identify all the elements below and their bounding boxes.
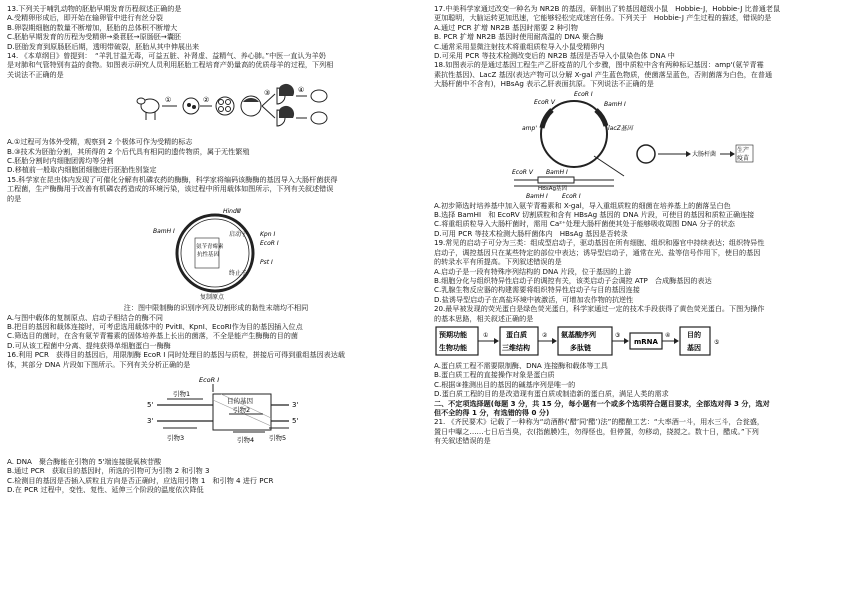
primer-3-label: 引物3 bbox=[167, 433, 185, 442]
q20-stem-line1: 20.最早被发现的荧光蛋白是绿色荧光蛋白，科学家通过一定的技术手段获得了黄色荧光蛋白。下图为操作 bbox=[434, 304, 765, 314]
q16-stem-line2: 体，其部分 DNA 片段如下图所示。下列有关分析正确的是 bbox=[7, 359, 191, 369]
question-13 bbox=[7, 4, 425, 51]
ecorv-site-fragment: EcoR V bbox=[512, 168, 533, 176]
vaccine-label: 疫苗 bbox=[737, 154, 750, 162]
embryo-process-diagram bbox=[7, 80, 425, 136]
q19-stem-line3: 的转录水平有所提高。下列叙述错误的是 bbox=[434, 257, 562, 267]
q17-option-d: D.可采用 PCR 等技术检测改变后的 NR2B 基因是否导入小鼠染色体 DNA 中 bbox=[434, 51, 675, 61]
q17-option-c: C.通常采用显微注射技术将重组质粒导入小鼠受精卵内 bbox=[434, 41, 605, 51]
hepatitis-vaccine-diagram bbox=[434, 90, 854, 200]
bamhi-site-label: BamH I bbox=[153, 228, 175, 236]
protein-engineering-flow bbox=[434, 324, 854, 360]
box-amino-acid-sequence: 氨基酸序列 bbox=[561, 330, 596, 339]
q13-stem: 13.下列关于哺乳动物的胚胎早期发育历程叙述正确的是 bbox=[7, 4, 182, 13]
question-16 bbox=[7, 350, 425, 494]
question-18 bbox=[434, 60, 854, 238]
q16-option-c: C.检测目的基因是否插入质粒且方向是否正确时，应选用引物 1 和引物 4 进行 PCR bbox=[7, 475, 274, 485]
q14-option-c: C.胚胎分割时内细胞团需均等分割 bbox=[7, 156, 114, 166]
q13-option-b: B.卵裂期细胞的数量不断增加，胚胎的总体积不断增大 bbox=[7, 22, 178, 32]
q14-stem-line1: 14. 《本草纲目》曾提到： “羊乳甘温无毒，可益五脏、补肾虚、益精气、养心肺。”中医一直认为羊奶 bbox=[7, 51, 326, 61]
hbsag-gene-label: HBsAg基因 bbox=[538, 185, 568, 192]
q13-option-c: C.胚胎早期发育的历程为受精卵→桑葚胚→原肠胚→囊胚 bbox=[7, 32, 182, 42]
primer-5-label: 引物5 bbox=[269, 433, 287, 442]
question-14 bbox=[7, 51, 425, 175]
q19-option-c: C.乳腺生物反应器的构建需要将组织特异性启动子与目的基因连接 bbox=[434, 285, 640, 295]
kpni-site-label: Kpn I bbox=[260, 231, 276, 239]
step-5-circle: ⑤ bbox=[714, 338, 720, 346]
bamhi-site-fragment: BamH I bbox=[546, 168, 568, 176]
q18-stem-line3: 大肠杆菌中不含有)，HBsAg 表示乙肝表面抗原。下列说法不正确的是 bbox=[434, 79, 654, 89]
q18-stem-line2: 素抗性基因)、LacZ 基因(表达产物可以分解 X-gal 产生蓝色物质，使菌落呈蓝色，否则菌落为白色，在普通 bbox=[434, 69, 773, 79]
q20-option-c: C.根据③推测出目的基因的碱基序列是唯一的 bbox=[434, 379, 576, 389]
q17-option-a: A.通过 PCR 扩增 NR2B 基因时需要 2 种引物 bbox=[434, 22, 578, 32]
q14-stem-line3: 关说法不正确的是 bbox=[7, 69, 64, 79]
q17-option-b: B. PCR 扩增 NR2B 基因时使用耐高温的 DNA 聚合酶 bbox=[434, 32, 604, 42]
terminator-label: 终止子 bbox=[229, 270, 248, 278]
question-19 bbox=[434, 238, 854, 304]
q18-option-a: A.初步筛选时培养基中加入氨苄青霉素和 X-gal，导入重组质粒的细菌在培养基上的菌落呈白色 bbox=[434, 200, 731, 210]
strand-bottom-3prime: 3' bbox=[147, 416, 154, 425]
ecori-label: EcoR I bbox=[199, 375, 220, 384]
q18-option-c: C.将重组质粒导入大肠杆菌时，需用 Ca²⁺处理大肠杆菌使其处于能够吸收周围 DNA 分子的状态 bbox=[434, 219, 735, 229]
step-2-label: ② bbox=[203, 96, 210, 105]
sheep-icon bbox=[137, 98, 159, 120]
hindiii-site-label: HindⅢ bbox=[223, 208, 241, 216]
ecoli-label: 大肠杆菌 bbox=[692, 150, 717, 158]
q15-option-d: D.可从该工程菌中分离、提纯获得单细胞蛋白一酶酶 bbox=[7, 340, 171, 350]
section-2-line2: 但不全的得 1 分，有选错的得 0 分) bbox=[434, 407, 550, 417]
ampicillin-label-line1: 氨苄青霉素 bbox=[196, 244, 224, 251]
q19-option-a: A.启动子是一段有特殊序列结构的 DNA 片段，位于基因的上游 bbox=[434, 266, 632, 276]
bamhi-site: BamH I bbox=[604, 100, 626, 108]
q15-note: 注：图中限制酶的识别序列及切割形成的黏性末端均不相同 bbox=[123, 303, 309, 313]
ecori-site-bottom: EcoR I bbox=[562, 192, 581, 200]
step-2-circle: ② bbox=[542, 331, 548, 339]
q14-option-b: B.③技术为胚胎分割，其所得的 2 个后代具有相同的遗传物质，属于无性繁殖 bbox=[7, 146, 250, 156]
q18-stem-line1: 18.如图表示的是通过基因工程生产乙肝疫苗的几个步骤，图中质粒中含有两种标记基因：amp'(氨苄青霉 bbox=[434, 60, 764, 70]
strand-bottom-5prime: 5' bbox=[292, 416, 299, 425]
step-1-label: ① bbox=[165, 96, 172, 105]
plasmid-vector-diagram bbox=[7, 204, 425, 302]
primer-1-label: 引物1 bbox=[173, 389, 191, 398]
q18-vaccine-figure bbox=[434, 90, 854, 200]
q15-option-a: A.与图中载体的复制原点、启动子相结合的酶不同 bbox=[7, 312, 163, 322]
produce-label: 生产 bbox=[737, 146, 750, 154]
q20-option-b: B.蛋白质工程的直接操作对象是蛋白质 bbox=[434, 370, 555, 380]
q15-stem-line1: 15.科学家在昆虫体内发现了可催化分解有机磷农药的酶酶，科学家将编码该酶酶的基因导入大肠杆菌获得 bbox=[7, 174, 338, 184]
q20-stem-line2: 的基本思路，相关叙述正确的是 bbox=[434, 313, 534, 323]
q19-option-b: B.细胞分化与组织特异性启动子的调控有关，该类启动子会调控 ATP 合成酶基因的表达 bbox=[434, 275, 712, 285]
box-biological-function: 生物功能 bbox=[439, 343, 467, 352]
replication-origin-label: 复制原点 bbox=[200, 294, 225, 302]
primer-4-label: 引物4 bbox=[237, 435, 255, 444]
section-2-line1: 二、不定项选择题(每题 3 分，共 15 分，每小题有一个或多个选项符合题目要求，全部选对得 3 分，选对 bbox=[434, 398, 770, 408]
q16-option-a: A. DNA 聚合酶能在引物的 5'端连接脱氧核苷酸 bbox=[7, 456, 162, 466]
q20-option-a: A.蛋白质工程不需要限制酶、DNA 连接酶和载体等工具 bbox=[434, 360, 608, 370]
step-3-label: ③ bbox=[264, 89, 271, 98]
question-20 bbox=[434, 304, 854, 398]
ampicillin-label-line2: 抗性基因 bbox=[197, 252, 220, 259]
q13-option-a: A.受精卵形成后，即开始在输卵管中进行有丝分裂 bbox=[7, 13, 163, 23]
ecorv-site: EcoR V bbox=[534, 98, 555, 106]
step-3-circle: ③ bbox=[615, 331, 621, 339]
q16-option-b: B.通过 PCR 获取目的基因时，所选的引物可为引物 2 和引物 3 bbox=[7, 466, 210, 476]
q20-protein-engineering-figure bbox=[434, 324, 854, 360]
q21-stem-line2: 置日中曝之……七日后当臭，衣(指菌膜)生，勿得怪也，但停置，勿移动，挠搅之。数十日，醋成。”下列 bbox=[434, 426, 759, 436]
q16-stem-line1: 16.利用 PCR 获得目的基因后，用限制酶 EcoR I 同时处理目的基因与质粒，拼接后可得到重组基因表达载 bbox=[7, 350, 345, 360]
primer-2-label: 引物2 bbox=[233, 405, 251, 414]
strand-top-3prime: 3' bbox=[292, 400, 299, 409]
q21-stem-line3: 有关叙述错误的是 bbox=[434, 436, 491, 446]
q13-option-d: D.胚胎发育到原肠胚后期，透明带破裂，胚胎从其中伸展出来 bbox=[7, 41, 200, 51]
box-gene: 基因 bbox=[687, 343, 701, 352]
q15-plasmid-figure bbox=[7, 204, 425, 302]
question-15 bbox=[7, 175, 425, 350]
q21-stem-line1: 21. 《齐民要术》记载了一种称为“动酒酢(‘醋’同‘醋’)法”的醋酿工艺：“大率酒一斗，用水三斗，合瓮盛， bbox=[434, 417, 764, 427]
q14-option-a: A.①过程可为体外受精，观察到 2 个极体可作为受精的标志 bbox=[7, 137, 193, 147]
q20-option-d: D.蛋白质工程的目的是改造现有蛋白质或制造新的蛋白质，满足人类的需求 bbox=[434, 389, 669, 399]
left-column bbox=[7, 4, 425, 495]
q19-stem-line2: 启动子，调控基因只在某些特定的部位中表达；诱导型启动子，通常在光、盐等信号作用下，使目的基因 bbox=[434, 247, 761, 257]
box-polypeptide: 多肽链 bbox=[570, 343, 591, 352]
psti-site-label: Pst I bbox=[260, 259, 273, 267]
q18-option-d: D.可用 PCR 等技术检测大肠杆菌体内 HBsAg 基因是否转录 bbox=[434, 228, 628, 238]
step-1-circle: ① bbox=[483, 331, 489, 339]
box-target: 目的 bbox=[687, 330, 701, 339]
q16-primer-figure bbox=[7, 370, 425, 456]
step-4-label: ④ bbox=[298, 86, 305, 95]
lacz-gene-label: lacZ基因 bbox=[608, 124, 633, 132]
q15-stem-line3: 的是 bbox=[7, 193, 22, 203]
amp-gene-label: amp' bbox=[522, 124, 537, 132]
ecori-site-top: EcoR I bbox=[574, 90, 593, 98]
question-21 bbox=[434, 417, 854, 445]
q15-stem-line2: 工程菌，生产酶酶用于改善有机磷农药造成的环境污染，该过程中所用载体如图所示，下列有关叙述错误 bbox=[7, 184, 334, 194]
q15-option-c: C.筛选目的菌时，在含有氨苄青霉素的固体培养基上长出的菌落，不全是能产生酶酶的目的菌 bbox=[7, 331, 298, 341]
step-4-circle: ④ bbox=[665, 331, 671, 339]
box-expected-function: 预期功能 bbox=[439, 330, 467, 339]
q14-stem-line2: 是对肺和气管特别有益的食物。如图表示研究人员利用胚胎工程培育产奶量高的优质母羊的过程，下列相 bbox=[7, 60, 334, 70]
q16-option-d: D.在 PCR 过程中，变性、复性、延伸三个阶段的温度依次降低 bbox=[7, 485, 204, 495]
pcr-primer-diagram bbox=[7, 370, 425, 456]
strand-top-5prime: 5' bbox=[147, 400, 154, 409]
q19-option-d: D.盐诱导型启动子在高盐环境中被激活，可增加农作物的抗逆性 bbox=[434, 294, 634, 304]
box-3d-structure: 三维结构 bbox=[502, 343, 530, 352]
q14-embryo-figure bbox=[7, 80, 425, 136]
question-17 bbox=[434, 4, 854, 60]
q18-option-b: B.选择 BamHI 和 EcoRV 切割质粒和含有 HBsAg 基因的 DNA 片段，可使目的基因和质粒正确连接 bbox=[434, 210, 755, 220]
bamhi-site-bottom: BamH I bbox=[526, 192, 548, 200]
q17-stem-line1: 17.中美科学家通过改变一种名为 NR2B 的基因，研制出了转基因超级小鼠 Hobbie-J，Hobbie-J 比普通老鼠 bbox=[434, 4, 781, 13]
box-mrna: mRNA bbox=[634, 337, 658, 346]
ecori-site-label: EcoR I bbox=[260, 240, 279, 248]
right-column bbox=[434, 4, 854, 446]
q19-stem-line1: 19.常见的启动子可分为三类：组成型启动子，驱动基因在所有细胞、组织和器官中持续表达；组织特异性 bbox=[434, 238, 765, 248]
q14-option-d: D.移植前一般取内细胞团细胞进行胚胎性别鉴定 bbox=[7, 165, 157, 175]
q17-stem-line2: 更加聪明，大脑运转更加迅速，它能够轻松完成迷宫任务。下列关于 Hobbie-J 产生过程的描述，错误的是 bbox=[434, 13, 772, 23]
box-protein: 蛋白质 bbox=[506, 330, 527, 339]
q15-option-b: B.把目的基因和载体连接时，可考虑选用载体中的 PvitⅡ、KpnⅠ、EcoRⅠ作为目的基因插入位点 bbox=[7, 321, 303, 331]
promoter-label: 启动子 bbox=[229, 231, 248, 239]
gene-of-interest-label: 目的基因 bbox=[227, 396, 253, 405]
section-2-header bbox=[434, 399, 854, 418]
